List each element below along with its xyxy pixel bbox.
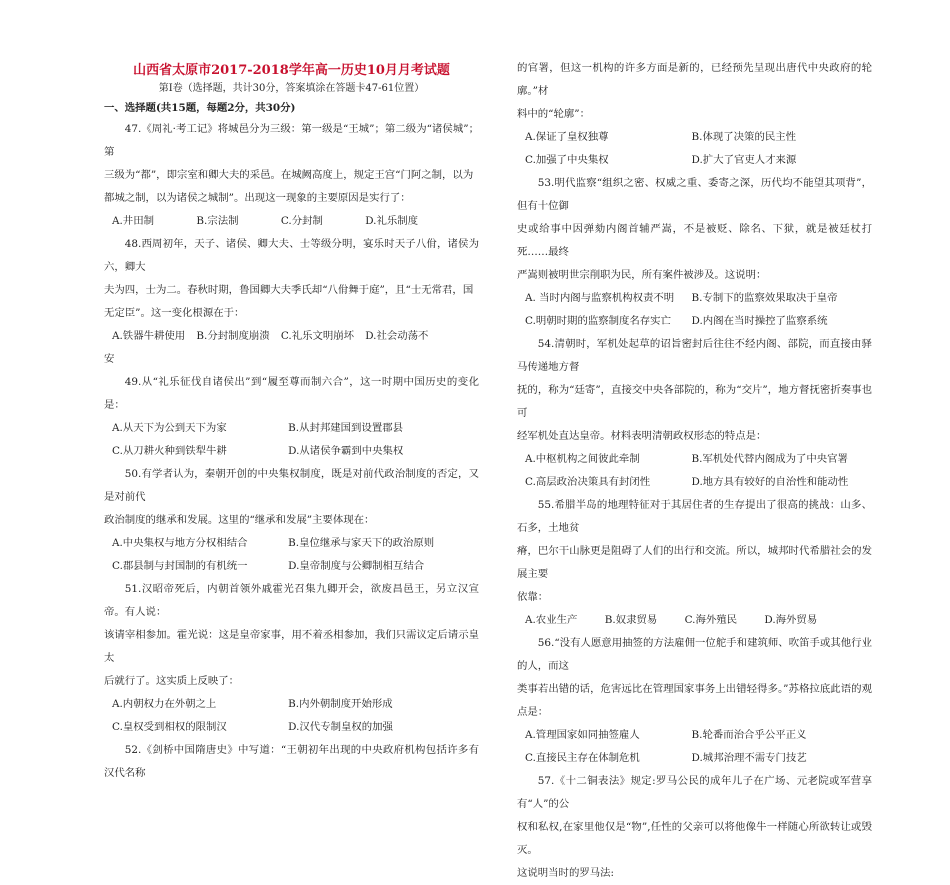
option-c: C.从刀耕火种到铁犁牛耕 (112, 445, 227, 457)
question-48 (104, 233, 479, 371)
option-b: B.内外朝制度开始形成 (288, 698, 393, 710)
option-b: B.皇位继承与家天下的政治原则 (288, 537, 435, 549)
options-row (517, 149, 872, 172)
question-text: 安 (104, 353, 115, 365)
option-a: A.农业生产 (525, 614, 578, 626)
question-text: 48.西周初年，天子、诸侯、卿大夫、士等级分明，宴乐时天子八佾，诸侯为六，卿大 (104, 238, 479, 273)
option-a: A.铁器牛耕使用 (112, 330, 186, 342)
question-text: 料中的“轮廓”： (517, 108, 590, 120)
option-d: D.礼乐制度 (365, 215, 419, 227)
question-text: 史或给事中因弹劾内阁首辅严嵩，不是被贬、除名、下狱，就是被廷杖打死……最终 (517, 223, 872, 258)
option-a: A.中央集权与地方分权相结合 (112, 537, 248, 549)
question-text: 夫为四，士为二。春秋时期，鲁国卿大夫季氏却“八佾舞于庭”，且“士无常君，国 (104, 284, 474, 296)
options-row (517, 724, 872, 747)
option-d: D.扩大了官吏人才来源 (691, 154, 797, 166)
question-text: 抚的，称为“廷寄”，直接交中央各部院的，称为“交片”，地方督抚密折奏事也可 (517, 384, 872, 419)
option-b: B.分封制度崩溃 (196, 330, 270, 342)
option-d: D.社会动荡不 (365, 330, 429, 342)
option-a: A.井田制 (112, 215, 154, 227)
option-b: B.体现了决策的民主性 (691, 131, 797, 143)
options-row (104, 440, 479, 463)
option-b: B.奴隶贸易 (604, 614, 658, 626)
question-text: 53.明代监察“组织之密、权威之重、委寄之深，历代均不能望其项背”，但有十位御 (517, 177, 872, 212)
options-row (517, 310, 872, 333)
question-text: 权和私权,在家里他仅是“物”,任性的父亲可以将他像牛一样随心所欲转让或毁灭。 (517, 821, 872, 856)
option-a: A.保证了皇权独尊 (525, 131, 609, 143)
option-a: A. 当时内阁与监察机构权责不明 (525, 292, 675, 304)
question-55 (517, 494, 872, 632)
options-row (517, 126, 872, 149)
question-text: 经军机处直达皇帝。材料表明清朝政权形态的特点是： (517, 430, 767, 442)
options-row (104, 210, 479, 233)
page-subtitle: 第Ⅰ卷（选择题，共计30分，答案填涂在答题卡47-61位置） (158, 83, 425, 94)
option-c: C.分封制 (280, 215, 323, 227)
option-a: A.中枢机构之间彼此牵制 (525, 453, 640, 465)
question-text: 后就行了。这实质上反映了： (104, 675, 240, 687)
option-d: D.地方具有较好的自治性和能动性 (691, 476, 849, 488)
question-text: 三级为“都”，即宗室和卿大夫的采邑。在城阙高度上，规定王宫“门阿之制，以为 (104, 169, 474, 181)
option-b: B.专制下的监察效果取决于皇帝 (691, 292, 838, 304)
option-d: D.内阁在当时操控了监察系统 (691, 315, 828, 327)
options-row (104, 716, 479, 739)
question-56 (517, 632, 872, 770)
question-47 (104, 118, 479, 233)
question-54 (517, 333, 872, 494)
option-b: B.轮番而治合乎公平正义 (691, 729, 807, 741)
question-49 (104, 371, 479, 463)
question-text: 56.“没有人愿意用抽签的方法雇佣一位舵手和建筑师、吹笛手或其他行业的人，而这 (517, 637, 872, 672)
question-52-start (104, 739, 479, 785)
question-text: 55.希腊半岛的地理特征对于其居住者的生存提出了很高的挑战：山多、石多，土地贫 (517, 499, 872, 534)
option-d: D.汉代专制皇权的加强 (288, 721, 393, 733)
question-text: 类事若出错的话，危害远比在管理国家事务上出错轻得多。”苏格拉底此语的观点是： (517, 683, 872, 718)
option-c: C.礼乐文明崩坏 (280, 330, 355, 342)
options-row (104, 417, 479, 440)
question-text: 的官署，但这一机构的许多方面是新的，已经预先呈现出唐代中央政府的轮廓。”材 (517, 62, 872, 97)
question-text: 严嵩则被明世宗削职为民，所有案件被涉及。这说明： (517, 269, 767, 281)
option-c: C.明朝时期的监察制度名存实亡 (525, 315, 671, 327)
question-text: 政治制度的继承和发展。这里的“继承和发展”主要体现在： (104, 514, 375, 526)
option-b: B.军机处代替内阁成为了中央官署 (691, 453, 848, 465)
question-text: 都城之制，以为诸侯之城制”。出现这一现象的主要原因是实行了： (104, 192, 411, 204)
option-b: B.从封邦建国到设置郡县 (288, 422, 404, 434)
question-text: 51.汉昭帝死后，内朝首领外戚霍光召集九卿开会，欲废昌邑王，另立汉宣帝。有人说： (104, 583, 479, 618)
option-b: B.宗法制 (196, 215, 239, 227)
question-text: 50.有学者认为，秦朝开创的中央集权制度，既是对前代政治制度的否定，又是对前代 (104, 468, 479, 503)
option-c: C.加强了中央集权 (525, 154, 609, 166)
question-text: 该请宰相参加。霍光说：这是皇帝家事，用不着丞相参加，我们只需议定后请示皇太 (104, 629, 479, 664)
right-column (517, 0, 872, 885)
option-c: C.郡县制与封国制的有机统一 (112, 560, 248, 572)
question-text: 47.《周礼·考工记》将城邑分为三级：第一级是“王城”；第二级为“诸侯城”；第 (104, 123, 479, 158)
option-a: A.内朝权力在外朝之上 (112, 698, 217, 710)
option-d: D.城邦治理不需专门技艺 (691, 752, 807, 764)
question-text: 瘠，巴尔干山脉更是阻碍了人们的出行和交流。所以，城邦时代希腊社会的发展主要 (517, 545, 872, 580)
options-row (517, 287, 872, 310)
question-text: 52.《剑桥中国隋唐史》中写道：“王朝初年出现的中央政府机构包括许多有汉代名称 (104, 744, 479, 779)
option-c: C.皇权受到相权的限制汉 (112, 721, 227, 733)
options-row (104, 555, 479, 578)
options-row (104, 325, 479, 348)
options-row (104, 532, 479, 555)
option-c: C.高层政治决策具有封闭性 (525, 476, 651, 488)
options-row (517, 609, 872, 632)
question-51 (104, 578, 479, 739)
option-c: C.直接民主存在体制危机 (525, 752, 640, 764)
question-text: 这说明当时的罗马法: (517, 867, 615, 879)
options-row (517, 747, 872, 770)
options-row (104, 693, 479, 716)
page-title: 山西省太原市2017-2018学年高一历史10月月考试题 (133, 63, 450, 78)
column-top-space (517, 0, 872, 57)
question-53 (517, 172, 872, 333)
option-c: C.海外殖民 (684, 614, 738, 626)
option-d: D.海外贸易 (764, 614, 818, 626)
section-heading: 一、选择题(共15题，每题2分，共30分) (104, 102, 296, 114)
option-d: D.从诸侯争霸到中央集权 (288, 445, 404, 457)
options-row (517, 448, 872, 471)
question-text: 57.《十二铜表法》规定:罗马公民的成年儿子在广场、元老院或军营享有“人”的公 (517, 775, 872, 810)
question-text: 无定臣”。这一变化根源在于： (104, 307, 245, 319)
option-a: A.从天下为公到天下为家 (112, 422, 227, 434)
question-text: 54.清朝时，军机处起草的诏旨密封后往往不经内阁、部院，而直接由驿马传递地方督 (517, 338, 872, 373)
left-column (104, 0, 479, 785)
option-d: D.皇帝制度与公卿制相互结合 (288, 560, 425, 572)
option-a: A.管理国家如同抽签雇人 (525, 729, 640, 741)
question-57 (517, 770, 872, 885)
options-row (517, 471, 872, 494)
question-text: 49.从“礼乐征伐自诸侯出”到“履至尊而制六合”，这一时期中国历史的变化是： (104, 376, 479, 411)
question-52-continued (517, 57, 872, 172)
question-text: 依靠： (517, 591, 549, 603)
question-50 (104, 463, 479, 578)
